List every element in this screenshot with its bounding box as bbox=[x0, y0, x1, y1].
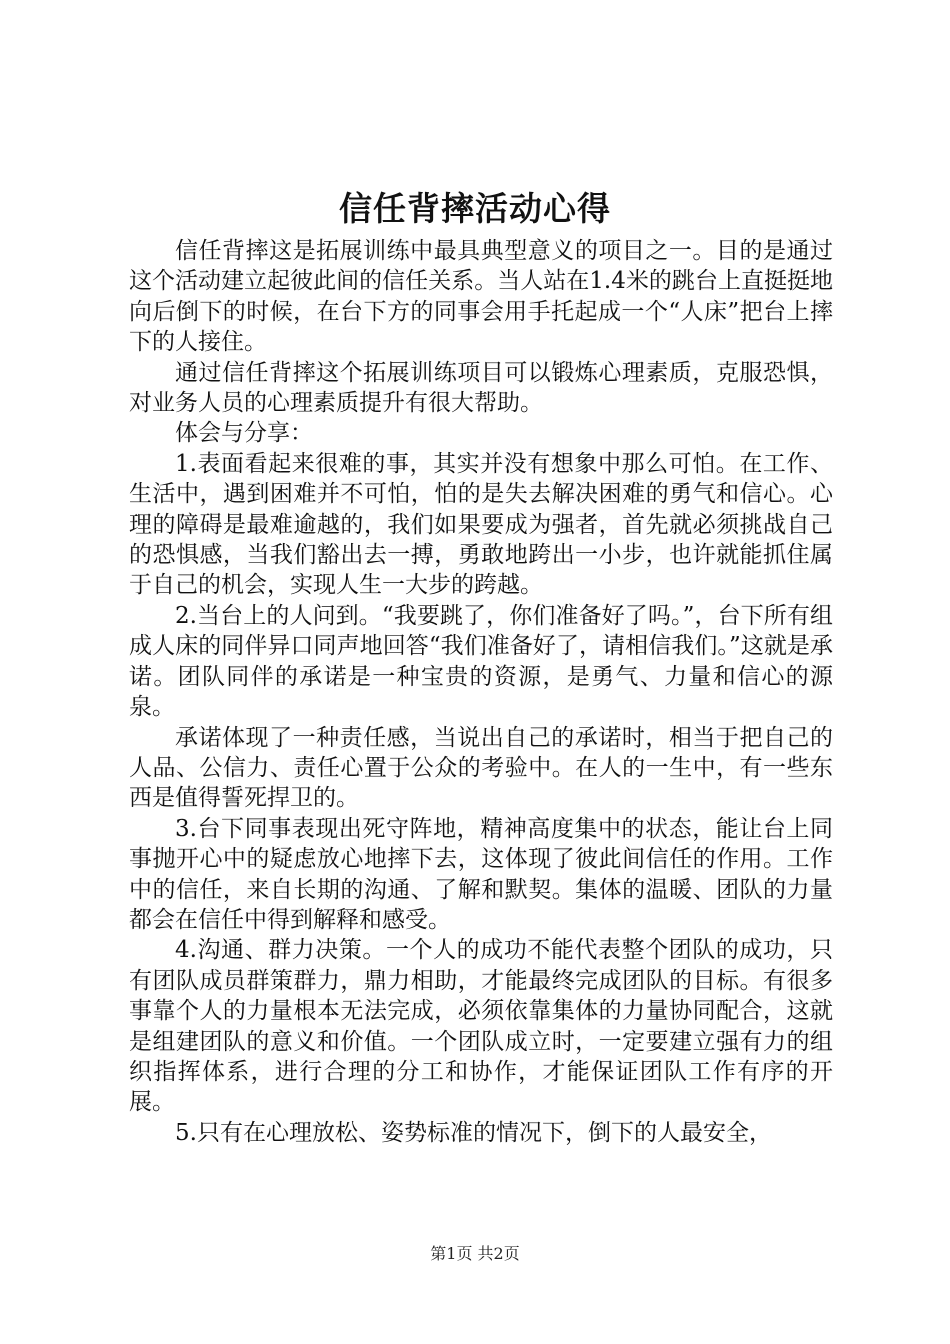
paragraph-intro: 信任背摔这是拓展训练中最具典型意义的项目之一。目的是通过这个活动建立起彼此间的信任关系。当人站在1.4米的跳台上直挺挺地向后倒下的时候，在台下方的同事会用手托起成一个“人床”把台上摔下的人接住。 bbox=[129, 238, 833, 356]
paragraph-point-2: 2.当台上的人问到。“我要跳了，你们准备好了吗。”，台下所有组成人床的同伴异口同声地回答“我们准备好了，请相信我们。”这就是承诺。团队同伴的承诺是一种宝贵的资源，是勇气、力量和信心的源泉。 bbox=[129, 602, 833, 721]
paragraph-heading-sharing: 体会与分享： bbox=[175, 420, 313, 447]
paragraph-commitment: 承诺体现了一种责任感，当说出自己的承诺时，相当于把自己的人品、公信力、责任心置于公众的考验中。在人的一生中，有一些东西是值得誓死捍卫的。 bbox=[129, 724, 833, 812]
paragraph-point-3: 3.台下同事表现出死守阵地，精神高度集中的状态，能让台上同事抛开心中的疑虑放心地摔下去，这体现了彼此间信任的作用。工作中的信任，来自长期的沟通、了解和默契。集体的温暖、团队的力量都会在信任中得到解释和感受。 bbox=[129, 815, 833, 933]
document-title: 信任背摔活动心得 bbox=[339, 189, 611, 228]
paragraph-point-4: 4.沟通、群力决策。一个人的成功不能代表整个团队的成功，只有团队成员群策群力，鼎力相助，才能最终完成团队的目标。有很多事靠个人的力量根本无法完成，必须依靠集体的力量协同配合，这就是组建团队的意义和价值。一个团队成立时，一定要建立强有力的组织指挥体系，进行合理的分工和协作，才能保证团队工作有序的开展。 bbox=[129, 937, 833, 1116]
paragraph-point-5: 5.只有在心理放松、姿势标准的情况下，倒下的人最安全， bbox=[175, 1119, 772, 1146]
paragraph-point-1: 1.表面看起来很难的事，其实并没有想象中那么可怕。在工作、生活中，遇到困难并不可怕，怕的是失去解决困难的勇气和信心。心理的障碍是最难逾越的，我们如果要成为强者，首先就必须挑战自己的恐惧感，当我们豁出去一搏，勇敢地跨出一小步，也许就能抓住属于自己的机会，实现人生一大步的跨越。 bbox=[129, 450, 833, 599]
page-number-footer: 第1页 共2页 bbox=[430, 1244, 520, 1263]
paragraph-benefit: 通过信任背摔这个拓展训练项目可以锻炼心理素质，克服恐惧，对业务人员的心理素质提升有很大帮助。 bbox=[129, 359, 833, 417]
document-body bbox=[129, 236, 833, 1148]
